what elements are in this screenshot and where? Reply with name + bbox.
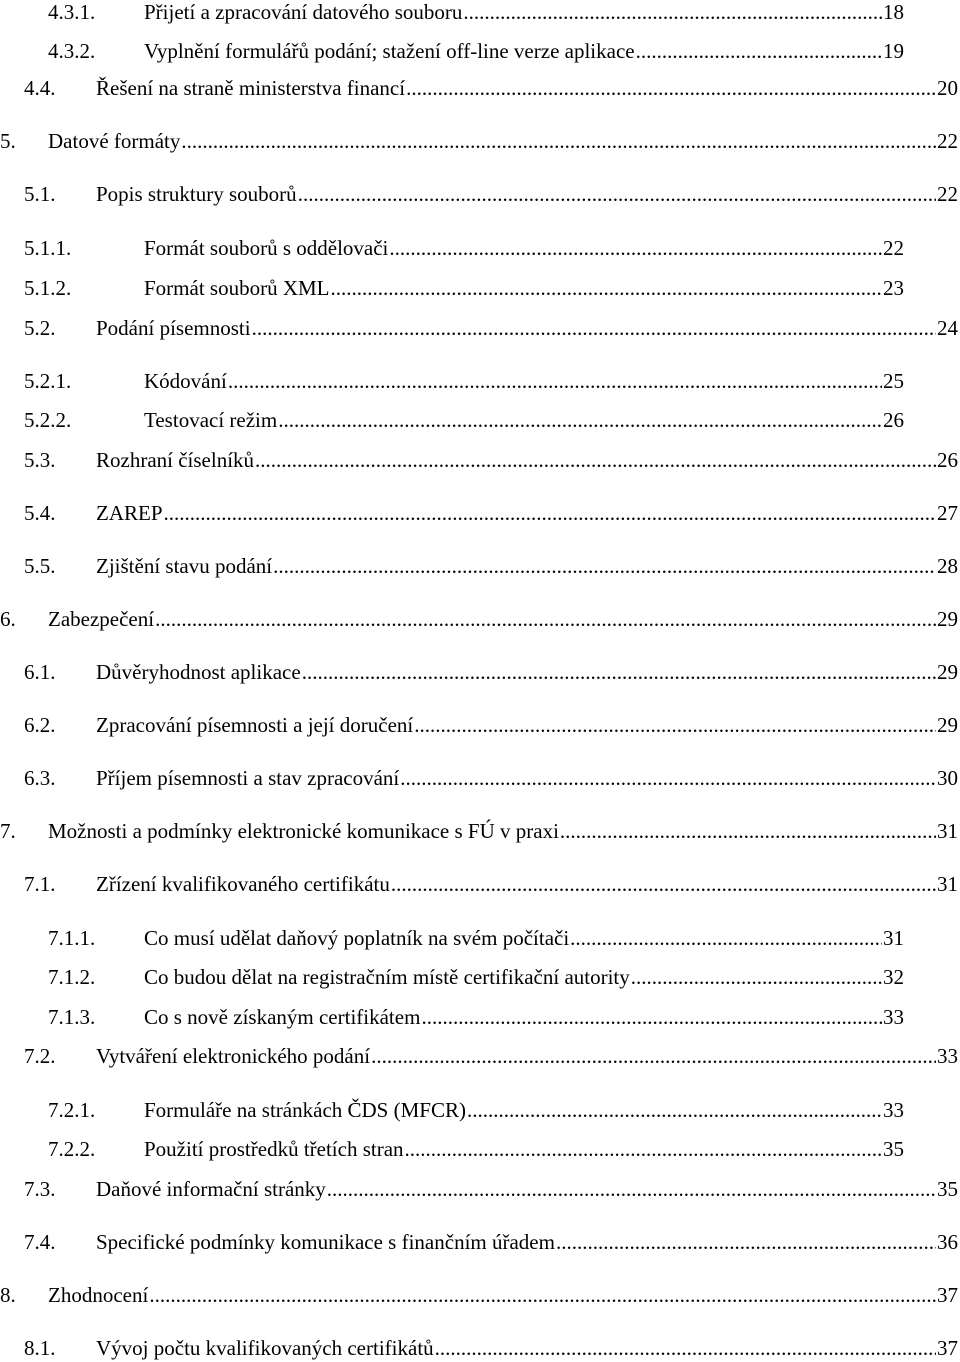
toc-number: 5.1. [24,182,56,206]
toc-leader [331,274,883,302]
toc-title: Daňové informační stránky [96,1177,326,1201]
toc-leader [228,367,882,395]
toc-number: 5.5. [24,554,56,578]
toc-leader [255,446,936,474]
toc-page-number: 29 [937,660,958,684]
toc-leader [556,1228,936,1256]
toc-entry[interactable] [24,274,904,302]
toc-number: 7.1. [24,872,56,896]
toc-title: Co s nově získaným certifikátem [144,1005,421,1029]
toc-leader [414,711,936,739]
toc-leader [278,406,882,434]
toc-title: Formát souborů s oddělovači [144,236,389,260]
toc-title: Rozhraní číselníků [96,448,255,472]
toc-title: Co musí udělat daňový poplatník na svém počítači [144,926,570,950]
toc-leader [371,1042,936,1070]
toc-page-number: 32 [883,965,904,989]
toc-title: Použití prostředků třetích stran [144,1137,404,1161]
toc-entry[interactable] [0,127,958,155]
toc-title: Popis struktury souborů [96,182,297,206]
toc-leader [560,817,936,845]
toc-leader [405,1135,882,1163]
toc-leader [327,1175,936,1203]
toc-title: Vytváření elektronického podání [96,1044,371,1068]
toc-entry[interactable] [24,499,958,527]
toc-entry[interactable] [24,74,958,102]
toc-entry[interactable] [48,1135,904,1163]
toc-title: Důvěryhodnost aplikace [96,660,301,684]
toc-entry[interactable] [48,0,904,26]
toc-title: Zpracování písemnosti a její doručení [96,713,414,737]
toc-number: 7.1.3. [48,1005,96,1029]
toc-page-number: 26 [883,408,904,432]
toc-number: 7.2. [24,1044,56,1068]
toc-entry[interactable] [24,764,958,792]
toc-number: 6.2. [24,713,56,737]
toc-page-number: 35 [937,1177,958,1201]
toc-page-number: 27 [937,501,958,525]
toc-title: Možnosti a podmínky elektronické komunikace s FÚ v praxi [48,819,559,843]
toc-entry[interactable] [24,658,958,686]
toc-leader [164,499,936,527]
toc-leader [149,1281,936,1309]
toc-entry[interactable] [24,552,958,580]
toc-leader [298,180,936,208]
toc-leader [389,234,882,262]
toc-leader [400,764,936,792]
toc-entry[interactable] [24,1042,958,1070]
toc-leader [467,1096,882,1124]
toc-number: 7.3. [24,1177,56,1201]
toc-number: 6.1. [24,660,56,684]
toc-leader [636,37,882,65]
toc-number: 5.1.1. [24,236,72,260]
toc-leader [406,74,936,102]
toc-entry[interactable] [24,406,904,434]
toc-entry[interactable] [24,367,904,395]
toc-title: Zjištění stavu podání [96,554,273,578]
toc-page-number: 35 [883,1137,904,1161]
toc-number: 5.1.2. [24,276,72,300]
toc-page-number: 29 [937,607,958,631]
toc-title: Zabezpečení [48,607,155,631]
toc-title: Vyplnění formulářů podání; stažení off-line verze aplikace [144,39,635,63]
toc-title: Datové formáty [48,129,181,153]
toc-number: 8.1. [24,1336,56,1360]
toc-number: 7.1.1. [48,926,96,950]
toc-entry[interactable] [24,711,958,739]
toc-leader [302,658,936,686]
toc-page-number: 22 [883,236,904,260]
toc-page-number: 29 [937,713,958,737]
toc-title: Formát souborů XML [144,276,330,300]
toc-title: Vývoj počtu kvalifikovaných certifikátů [96,1336,434,1360]
toc-leader [463,0,882,26]
toc-leader [570,924,882,952]
toc-title: Příjem písemnosti a stav zpracování [96,766,400,790]
toc-entry[interactable] [48,37,904,65]
toc-entry[interactable] [24,180,958,208]
toc-number: 4.4. [24,76,56,100]
toc-entry[interactable] [0,605,958,633]
toc-number: 7.2.1. [48,1098,96,1122]
toc-page-number: 33 [937,1044,958,1068]
toc-page-number: 33 [883,1005,904,1029]
toc-number: 4.3.2. [48,39,96,63]
toc-number: 7.1.2. [48,965,96,989]
toc-leader [252,314,936,342]
toc-number: 7.4. [24,1230,56,1254]
toc-number: 5.3. [24,448,56,472]
toc-page-number: 24 [937,316,958,340]
toc-title: Přijetí a zpracování datového souboru [144,0,463,24]
toc-entry[interactable] [0,817,958,845]
toc-leader [273,552,936,580]
toc-page-number: 31 [937,819,958,843]
toc-entry[interactable] [24,1334,958,1362]
toc-entry[interactable] [48,963,904,991]
toc-title: Co budou dělat na registračním místě certifikační autority [144,965,630,989]
toc-page-number: 28 [937,554,958,578]
toc-entry[interactable] [24,314,958,342]
toc-entry[interactable] [48,1003,904,1031]
toc-entry[interactable] [24,1228,958,1256]
toc-page-number: 22 [937,129,958,153]
toc-number: 5. [0,129,16,153]
toc-page-number: 22 [937,182,958,206]
toc-number: 5.2.2. [24,408,72,432]
toc-title: Specifické podmínky komunikace s finančním úřadem [96,1230,555,1254]
toc-number: 6.3. [24,766,56,790]
toc-page-number: 33 [883,1098,904,1122]
toc-page-number: 23 [883,276,904,300]
toc-leader [421,1003,882,1031]
toc-number: 8. [0,1283,16,1307]
toc-page-number: 31 [883,926,904,950]
toc-entry[interactable] [48,924,904,952]
toc-title: Testovací režim [144,408,278,432]
toc-page-number: 19 [883,39,904,63]
toc-title: Řešení na straně ministerstva financí [96,76,406,100]
toc-entry[interactable] [24,870,958,898]
toc-page-number: 25 [883,369,904,393]
toc-title: Formuláře na stránkách ČDS (MFCR) [144,1098,466,1122]
toc-entry[interactable] [24,1175,958,1203]
toc-number: 7.2.2. [48,1137,96,1161]
toc-leader [181,127,936,155]
toc-number: 6. [0,607,16,631]
toc-title: Zřízení kvalifikovaného certifikátu [96,872,390,896]
toc-number: 5.2. [24,316,56,340]
toc-title: ZAREP [96,501,163,525]
toc-page-number: 37 [937,1336,958,1360]
toc-leader [435,1334,936,1362]
toc-page-number: 36 [937,1230,958,1254]
toc-page-number: 18 [883,0,904,24]
toc-page-number: 20 [937,76,958,100]
toc-page-number: 31 [937,872,958,896]
toc-leader [631,963,882,991]
toc-number: 4.3.1. [48,0,96,24]
toc-number: 5.4. [24,501,56,525]
toc-page-number: 26 [937,448,958,472]
toc-title: Zhodnocení [48,1283,149,1307]
toc-title: Kódování [144,369,227,393]
toc-entry[interactable] [24,446,958,474]
toc-page-number: 37 [937,1283,958,1307]
toc-leader [155,605,936,633]
toc-number: 5.2.1. [24,369,72,393]
toc-leader [391,870,936,898]
toc-title: Podání písemnosti [96,316,251,340]
toc-entry[interactable] [24,234,904,262]
toc-entry[interactable] [0,1281,958,1309]
toc-number: 7. [0,819,16,843]
toc-entry[interactable] [48,1096,904,1124]
toc-page-number: 30 [937,766,958,790]
